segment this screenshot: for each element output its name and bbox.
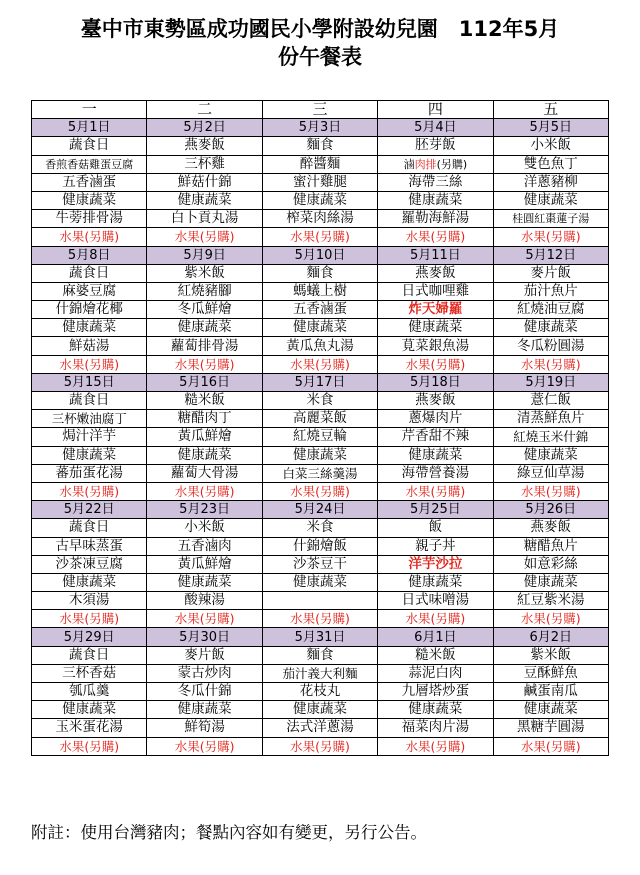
dish-row [32, 446, 609, 464]
dish-row-cell: 酸辣湯 [147, 592, 262, 610]
date-row-cell: 5月9日 [147, 246, 262, 264]
dish-row-cell: 健康蔬菜 [378, 446, 493, 464]
date-row-cell: 5月26日 [493, 501, 608, 519]
date-row [32, 119, 609, 137]
dish-row-cell: 黃瓜鮮燴 [147, 555, 262, 573]
weekday-header-row-cell: 三 [262, 101, 377, 119]
dish-row [32, 683, 609, 701]
dish-row-cell: 飯 [378, 519, 493, 537]
dish-row-cell: 蔬食日 [32, 646, 147, 664]
dish-row-cell: 健康蔬菜 [147, 191, 262, 209]
dish-row-cell: 健康蔬菜 [32, 319, 147, 337]
dish-row-cell: 香煎香菇雞蛋豆腐 [32, 155, 147, 173]
dish-row-cell: 健康蔬菜 [147, 446, 262, 464]
dish-row-cell: 茄汁義大利麵 [262, 664, 377, 682]
fruit-row [32, 610, 609, 628]
dish-row-cell: 福菜肉片湯 [378, 719, 493, 737]
date-row-cell: 5月23日 [147, 501, 262, 519]
dish-row-cell: 麵食 [262, 137, 377, 155]
dish-row-cell: 桂圓紅棗蓮子湯 [493, 210, 608, 228]
dish-row-cell: 鮮筍湯 [147, 719, 262, 737]
dish-row-cell: 滷肉排(另購) [378, 155, 493, 173]
dish-row-cell: 糖醋肉丁 [147, 410, 262, 428]
dish-row-cell: 豆酥鮮魚 [493, 664, 608, 682]
dish-row-cell: 沙茶豆干 [262, 555, 377, 573]
dish-row-cell: 小米飯 [493, 137, 608, 155]
date-row-cell: 5月31日 [262, 628, 377, 646]
dish-row-cell: 芹香甜不辣 [378, 428, 493, 446]
dish-row-cell: 健康蔬菜 [493, 319, 608, 337]
dish-row [32, 573, 609, 591]
weekday-header-row-cell: 四 [378, 101, 493, 119]
date-row-cell: 5月18日 [378, 373, 493, 391]
dish-row-cell: 榨菜肉絲湯 [262, 210, 377, 228]
dish-row-cell: 紅豆紫米湯 [493, 592, 608, 610]
date-row-cell: 5月30日 [147, 628, 262, 646]
dish-row-cell: 健康蔬菜 [493, 446, 608, 464]
date-row-cell: 6月2日 [493, 628, 608, 646]
fruit-row-cell: 水果(另購) [262, 610, 377, 628]
dish-row-cell: 醉醬麵 [262, 155, 377, 173]
dish-row-cell: 健康蔬菜 [32, 191, 147, 209]
dish-row-cell: 沙茶凍豆腐 [32, 555, 147, 573]
dish-row-cell: 鹹蛋南瓜 [493, 683, 608, 701]
dish-row [32, 555, 609, 573]
dish-row-cell: 燕麥飯 [493, 519, 608, 537]
dish-row-cell: 茄汁魚片 [493, 282, 608, 300]
dish-row-cell: 三杯香菇 [32, 664, 147, 682]
date-row-cell: 5月19日 [493, 373, 608, 391]
fruit-row-cell: 水果(另購) [262, 355, 377, 373]
dish-row-cell: 燕麥飯 [147, 137, 262, 155]
dish-row-cell: 糙米飯 [147, 392, 262, 410]
dish-row-cell: 麵食 [262, 264, 377, 282]
dish-row-cell: 綠豆仙草湯 [493, 464, 608, 482]
dish-row-cell: 米食 [262, 519, 377, 537]
fruit-row-cell: 水果(另購) [493, 482, 608, 500]
fruit-row-cell: 水果(另購) [147, 355, 262, 373]
date-row-cell: 5月12日 [493, 246, 608, 264]
dish-row-cell: 五香滷蛋 [32, 173, 147, 191]
dish-row-cell: 燕麥飯 [378, 264, 493, 282]
page-title: 臺中市東勢區成功國民小學附設幼兒園 112年5月 [80, 17, 560, 41]
weekday-header-row-cell: 一 [32, 101, 147, 119]
dish-row-cell: 米食 [262, 392, 377, 410]
dish-row-cell: 牛蒡排骨湯 [32, 210, 147, 228]
fruit-row [32, 228, 609, 246]
dish-row [32, 428, 609, 446]
date-row [32, 501, 609, 519]
fruit-row-cell: 水果(另購) [147, 610, 262, 628]
weekday-header-row [32, 101, 609, 119]
fruit-row-cell: 水果(另購) [493, 737, 608, 755]
dish-row-cell: 高麗菜飯 [262, 410, 377, 428]
dish-row [32, 719, 609, 737]
fruit-row-cell: 水果(另購) [378, 737, 493, 755]
dish-row-cell: 麥片飯 [493, 264, 608, 282]
dish-row-cell: 白卜貢丸湯 [147, 210, 262, 228]
dish-row-cell: 健康蔬菜 [262, 191, 377, 209]
dish-row [32, 464, 609, 482]
fruit-row [32, 482, 609, 500]
dish-row-cell: 日式咖哩雞 [378, 282, 493, 300]
date-row-cell: 5月25日 [378, 501, 493, 519]
dish-row-cell: 健康蔬菜 [147, 573, 262, 591]
dish-row-cell: 健康蔬菜 [262, 446, 377, 464]
dish-row-cell: 健康蔬菜 [262, 573, 377, 591]
page-subtitle: 份午餐表 [278, 45, 362, 69]
dish-row-cell: 羅勒海鮮湯 [378, 210, 493, 228]
dish-row-cell: 麵食 [262, 646, 377, 664]
dish-row [32, 155, 609, 173]
dish-row-cell: 三杯雞 [147, 155, 262, 173]
dish-row-cell: 健康蔬菜 [262, 319, 377, 337]
dish-row-cell: 麻婆豆腐 [32, 282, 147, 300]
dish-row [32, 701, 609, 719]
fruit-row-cell: 水果(另購) [32, 228, 147, 246]
date-row-cell: 6月1日 [378, 628, 493, 646]
dish-row-cell: 健康蔬菜 [493, 191, 608, 209]
dish-row-cell: 紅燒豆輪 [262, 428, 377, 446]
weekday-header-row-cell: 二 [147, 101, 262, 119]
dish-row-cell: 健康蔬菜 [32, 573, 147, 591]
dish-row-cell: 花枝丸 [262, 683, 377, 701]
dish-row-cell: 黑糖芋圓湯 [493, 719, 608, 737]
dish-row-cell: 薏仁飯 [493, 392, 608, 410]
dish-row-cell: 健康蔬菜 [32, 701, 147, 719]
fruit-row-cell: 水果(另購) [262, 228, 377, 246]
date-row-cell: 5月10日 [262, 246, 377, 264]
dish-row [32, 646, 609, 664]
dish-row [32, 410, 609, 428]
fruit-row-cell: 水果(另購) [378, 610, 493, 628]
fruit-row-cell: 水果(另購) [147, 737, 262, 755]
dish-row [32, 137, 609, 155]
fruit-row-cell: 水果(另購) [32, 610, 147, 628]
dish-row-cell: 黃瓜魚丸湯 [262, 337, 377, 355]
date-row-cell: 5月8日 [32, 246, 147, 264]
dish-row [32, 392, 609, 410]
dish-row-cell: 炸天婦羅 [378, 301, 493, 319]
dish-row-cell: 健康蔬菜 [147, 701, 262, 719]
dish-row-cell: 法式洋蔥湯 [262, 719, 377, 737]
dish-row-cell: 瓠瓜羹 [32, 683, 147, 701]
date-row-cell: 5月5日 [493, 119, 608, 137]
dish-row-cell: 蒜泥白肉 [378, 664, 493, 682]
weekday-header-row-cell: 五 [493, 101, 608, 119]
dish-row-cell: 冬瓜鮮燴 [147, 301, 262, 319]
dish-row-cell: 鮮菇湯 [32, 337, 147, 355]
fruit-row-cell: 水果(另購) [262, 737, 377, 755]
fruit-row-cell: 水果(另購) [147, 228, 262, 246]
dish-row-cell: 蔥爆肉片 [378, 410, 493, 428]
date-row-cell: 5月15日 [32, 373, 147, 391]
dish-row-cell: 蘿蔔大骨湯 [147, 464, 262, 482]
dish-row-cell: 蘿蔔排骨湯 [147, 337, 262, 355]
dish-row [32, 537, 609, 555]
date-row-cell: 5月3日 [262, 119, 377, 137]
fruit-row-cell: 水果(另購) [32, 355, 147, 373]
dish-row-cell: 海帶三絲 [378, 173, 493, 191]
dish-row-cell: 黃瓜鮮燴 [147, 428, 262, 446]
dish-row-cell: 九層塔炒蛋 [378, 683, 493, 701]
dish-row-cell: 雙色魚丁 [493, 155, 608, 173]
dish-row-cell: 冬瓜什錦 [147, 683, 262, 701]
fruit-row [32, 737, 609, 755]
dish-row-cell: 三杯嫩油腐丁 [32, 410, 147, 428]
fruit-row [32, 355, 609, 373]
dish-row-cell: 五香滷蛋 [262, 301, 377, 319]
dish-row-cell: 古早味蒸蛋 [32, 537, 147, 555]
date-row-cell: 5月2日 [147, 119, 262, 137]
dish-row-cell: 蜜汁雞腿 [262, 173, 377, 191]
dish-row-cell: 紫米飯 [493, 646, 608, 664]
dish-row-cell: 小米飯 [147, 519, 262, 537]
date-row [32, 628, 609, 646]
date-row-cell: 5月24日 [262, 501, 377, 519]
dish-row-cell: 糖醋魚片 [493, 537, 608, 555]
dish-row-cell: 木須湯 [32, 592, 147, 610]
dish-row-cell: 紅燒玉米什錦 [493, 428, 608, 446]
date-row-cell: 5月22日 [32, 501, 147, 519]
dish-row-cell: 玉米蛋花湯 [32, 719, 147, 737]
dish-row-cell: 洋蔥豬柳 [493, 173, 608, 191]
fruit-row-cell: 水果(另購) [493, 228, 608, 246]
dish-row-cell: 螞蟻上樹 [262, 282, 377, 300]
dish-row [32, 519, 609, 537]
dish-row-cell: 健康蔬菜 [378, 701, 493, 719]
date-row-cell: 5月1日 [32, 119, 147, 137]
dish-row-cell: 日式味噌湯 [378, 592, 493, 610]
fruit-row-cell: 水果(另購) [32, 482, 147, 500]
dish-row-cell: 紅燒豬腳 [147, 282, 262, 300]
dish-row-cell: 健康蔬菜 [378, 319, 493, 337]
dish-row-cell: 健康蔬菜 [493, 701, 608, 719]
dish-row [32, 264, 609, 282]
dish-row-cell: 蒙古炒肉 [147, 664, 262, 682]
dish-row-cell: 如意彩絲 [493, 555, 608, 573]
dish-row-cell: 蕃茄蛋花湯 [32, 464, 147, 482]
date-row-cell: 5月4日 [378, 119, 493, 137]
dish-row-cell: 什錦燴飯 [262, 537, 377, 555]
fruit-row-cell: 水果(另購) [493, 610, 608, 628]
dish-row [32, 301, 609, 319]
fruit-row-cell: 水果(另購) [262, 482, 377, 500]
dish-row-cell: 燕麥飯 [378, 392, 493, 410]
dish-row-cell: 鮮菇什錦 [147, 173, 262, 191]
footnote: 附註：使用台灣豬肉；餐點內容如有變更，另行公告。 [31, 823, 427, 842]
dish-row-cell: 蔬食日 [32, 392, 147, 410]
dish-row-cell: 紫米飯 [147, 264, 262, 282]
dish-row [32, 337, 609, 355]
fruit-row-cell: 水果(另購) [378, 482, 493, 500]
dish-row-cell: 白菜三絲羹湯 [262, 464, 377, 482]
menu-table [31, 100, 609, 756]
dish-row-cell: 健康蔬菜 [378, 191, 493, 209]
dish-row [32, 191, 609, 209]
dish-row-cell: 清蒸鮮魚片 [493, 410, 608, 428]
dish-row [32, 664, 609, 682]
dish-row-cell: 糙米飯 [378, 646, 493, 664]
dish-row-cell: 麥片飯 [147, 646, 262, 664]
date-row-cell: 5月29日 [32, 628, 147, 646]
fruit-row-cell: 水果(另購) [32, 737, 147, 755]
date-row-cell: 5月16日 [147, 373, 262, 391]
dish-row-cell: 健康蔬菜 [262, 701, 377, 719]
dish-row-cell: 什錦燴花椰 [32, 301, 147, 319]
dish-row-cell: 蔬食日 [32, 519, 147, 537]
dish-row-cell: 健康蔬菜 [378, 573, 493, 591]
date-row-cell: 5月17日 [262, 373, 377, 391]
dish-row [32, 592, 609, 610]
fruit-row-cell: 水果(另購) [378, 228, 493, 246]
dish-row-cell: 親子丼 [378, 537, 493, 555]
date-row [32, 373, 609, 391]
dish-row-cell: 蔬食日 [32, 264, 147, 282]
dish-row-cell: 冬瓜粉圓湯 [493, 337, 608, 355]
dish-row-cell: 莧菜銀魚湯 [378, 337, 493, 355]
dish-row-cell: 焗汁洋芋 [32, 428, 147, 446]
dish-row-cell: 洋芋沙拉 [378, 555, 493, 573]
dish-row-cell: 海帶營養湯 [378, 464, 493, 482]
dish-row-cell: 蔬食日 [32, 137, 147, 155]
dish-row-cell: 胚芽飯 [378, 137, 493, 155]
dish-row-cell: 紅燒油豆腐 [493, 301, 608, 319]
dish-row [32, 210, 609, 228]
dish-row-cell [262, 592, 377, 610]
fruit-row-cell: 水果(另購) [378, 355, 493, 373]
dish-row-cell: 五香滷肉 [147, 537, 262, 555]
fruit-row-cell: 水果(另購) [147, 482, 262, 500]
dish-row [32, 319, 609, 337]
dish-row-cell: 健康蔬菜 [493, 573, 608, 591]
date-row [32, 246, 609, 264]
dish-row [32, 173, 609, 191]
dish-row-cell: 健康蔬菜 [32, 446, 147, 464]
dish-row-cell: 健康蔬菜 [147, 319, 262, 337]
date-row-cell: 5月11日 [378, 246, 493, 264]
dish-row [32, 282, 609, 300]
fruit-row-cell: 水果(另購) [493, 355, 608, 373]
